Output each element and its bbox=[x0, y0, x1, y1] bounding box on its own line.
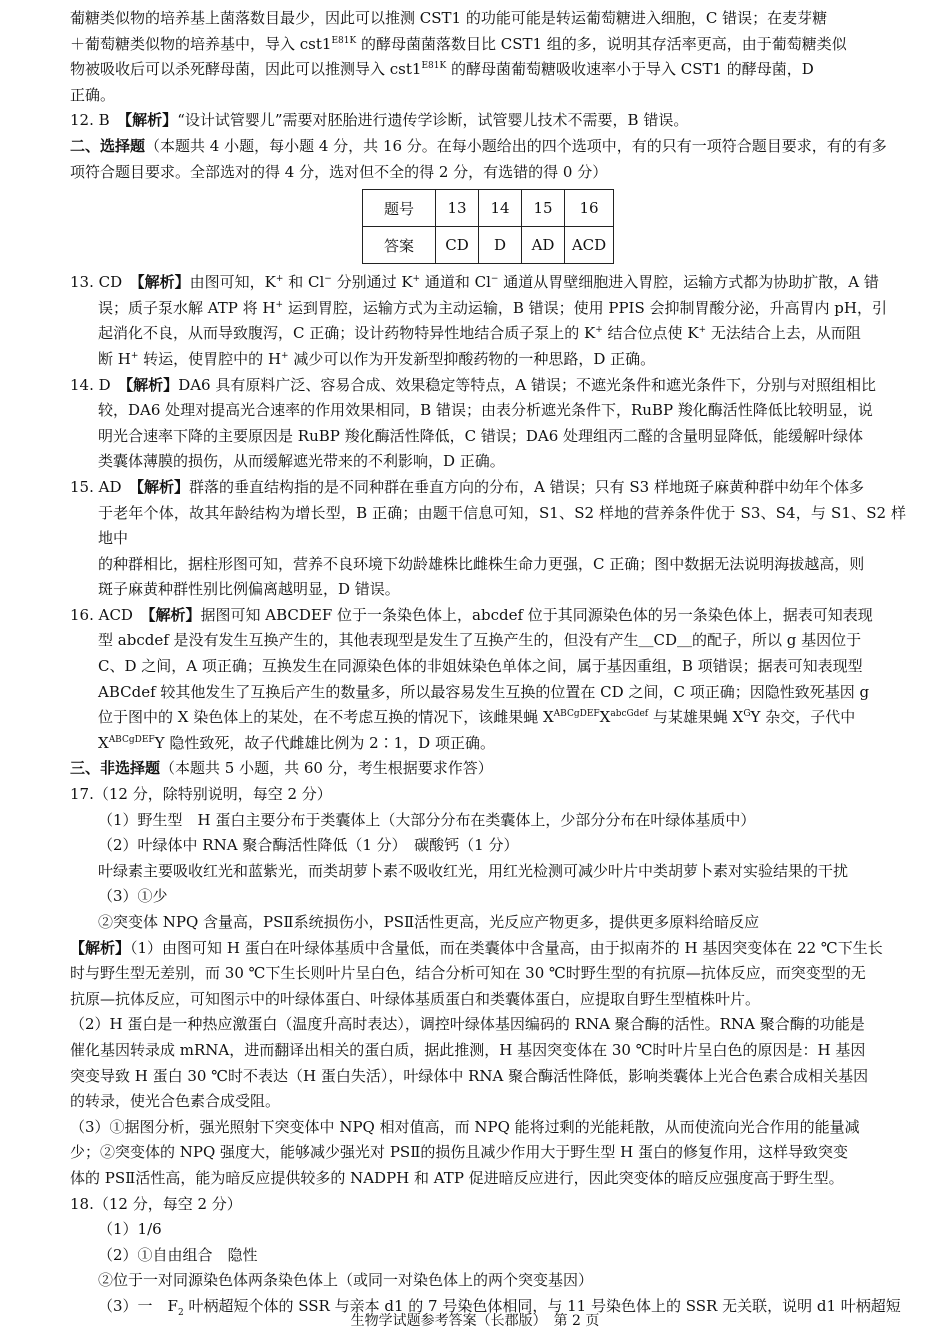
text-span: 据图可知 ABCDEF 位于一条染色体上，abcdef 位于其同源染色体的另一条染色体上，据表可知表现 bbox=[200, 605, 873, 624]
text-line: 物被吸收后可以杀死酵母菌，因此可以推测导入 cst1 bbox=[70, 60, 422, 79]
text-span: 转运，使胃腔中的 H bbox=[138, 349, 282, 368]
q14 bbox=[70, 373, 906, 475]
text-span: 叶柄超短个体的 SSR 与亲本 d1 的 7 号染色体相同，与 11 号染色体上的 SSR 无关联，说明 d1 叶柄超短 bbox=[183, 1296, 901, 1315]
text-line: 类囊体薄膜的损伤，从而缓解遮光带来的不利影响，D 正确。 bbox=[98, 452, 505, 471]
question-answer: 13. CD bbox=[70, 273, 123, 292]
superscript: + bbox=[412, 274, 421, 285]
text-span: 由图可知，K bbox=[189, 273, 276, 292]
answer-page bbox=[70, 6, 906, 1320]
text-line: 葡糖类似物的培养基上菌落数目最少，因此可以推测 CST1 的功能可能是转运葡萄糖进入细胞，C 错误；在麦芽糖 bbox=[70, 9, 828, 27]
analysis-tag: 【解析】 bbox=[147, 605, 201, 624]
superscript: + bbox=[281, 350, 289, 361]
text-span: X bbox=[98, 733, 109, 752]
question-head: 18.（12 分，每空 2 分） bbox=[70, 1194, 242, 1213]
text-span: （1）由图可知 H 蛋白在叶绿体基质中含量低，而在类囊体中含量高，由于拟南芥的 H 基因突变体在 22 ℃下生长 bbox=[130, 938, 883, 957]
text-span: 和 Cl bbox=[283, 273, 325, 292]
text-line: 较，DA6 处理对提高光合速率的作用效果相同，B 错误；由表分析遮光条件下，RuBP 羧化酶活性降低比较明显，说 bbox=[98, 401, 873, 420]
text-span: DA6 具有原料广泛、容易合成、效果稳定等特点，A 错误；不遮光条件和遮光条件下，分别与对照组相比 bbox=[178, 375, 876, 394]
table-cell: AD bbox=[522, 227, 565, 264]
text-span: 运到胃腔，运输方式为主动运输，B 错误；使用 PPIS 会抑制胃酸分泌，升高胃内 pH，引 bbox=[283, 298, 887, 317]
table-row bbox=[363, 227, 614, 264]
superscript: E81K bbox=[331, 35, 357, 46]
superscript: abcGdef bbox=[610, 709, 649, 720]
superscript: + bbox=[275, 299, 284, 310]
analysis-tag: 【解析】 bbox=[136, 477, 190, 496]
text-line: ABCdef 较其他发生了互换后产生的数量多，所以最容易发生互换的位置在 CD 之间，C 项正确；因隐性致死基因 g bbox=[98, 682, 870, 701]
text-span: 位于图中的 X 染色体上的某处，在不考虑互换的情况下，该雌果蝇 X bbox=[98, 708, 554, 727]
q15 bbox=[70, 475, 906, 603]
text-span: Y 杂交，子代中 bbox=[750, 708, 856, 727]
analysis-tag: 【解析】 bbox=[70, 938, 131, 957]
question-answer: 16. ACD bbox=[70, 605, 133, 624]
superscript: ABCgDEF bbox=[553, 709, 600, 720]
text-span: 起消化不良，从而导致腹泻，C 正确；设计药物特异性地结合质子泵上的 K bbox=[98, 324, 596, 343]
text-line: 催化基因转录成 mRNA，进而翻译出相关的蛋白质，据此推测，H 基因突变体在 30 ℃时叶片呈白色的原因是：H 基因 bbox=[70, 1040, 866, 1059]
superscript: E81K bbox=[421, 61, 447, 72]
text-span: 分别通过 K bbox=[331, 273, 413, 292]
section-title: 二、选择题 bbox=[70, 136, 146, 155]
answer-table bbox=[362, 189, 614, 264]
q12 bbox=[70, 108, 906, 134]
superscript: + bbox=[595, 325, 603, 336]
answer-line: （2）①自由组合 隐性 bbox=[98, 1245, 258, 1264]
text-line: 的酵母菌葡萄糖吸收速率小于导入 CST1 的酵母菌，D bbox=[446, 60, 814, 79]
table-cell: CD bbox=[436, 227, 479, 264]
text-span: 结合位点使 K bbox=[602, 324, 699, 343]
text-line: 突变导致 H 蛋白 30 ℃时不表达（H 蛋白失活），叶绿体中 RNA 聚合酶活性降低，影响类囊体上光合色素合成相关基因 bbox=[70, 1066, 869, 1085]
q11-continued bbox=[70, 6, 906, 108]
table-header-cell: 题号 bbox=[363, 190, 436, 227]
text-span: 无法结合上去，从而阻 bbox=[706, 324, 861, 343]
superscript: + bbox=[130, 350, 139, 361]
subscript: 2 bbox=[177, 1307, 184, 1318]
table-cell: 16 bbox=[565, 190, 614, 227]
text-span: X bbox=[599, 708, 611, 727]
table-header-cell: 答案 bbox=[363, 227, 436, 264]
text-line: 少；②突变体的 NPQ 强度大，能够减少强光对 PSⅡ的损伤且减少作用大于野生型 H 蛋白的修复作用，这样导致突变 bbox=[70, 1143, 849, 1162]
answer-line: ②突变体 NPQ 含量高，PSⅡ系统损伤小，PSⅡ活性更高，光反应产物更多，提供更多原料给暗反应 bbox=[98, 913, 760, 931]
text-span: 通道从胃壁细胞进入胃腔，运输方式都为协助扩散，A 错 bbox=[498, 273, 879, 292]
table-cell: 13 bbox=[436, 190, 479, 227]
text-span: 误；质子泵水解 ATP 将 H bbox=[98, 298, 276, 317]
text-line: （本题共 4 小题，每小题 4 分，共 16 分。在每小题给出的四个选项中，有的只有一项符合题目要求，有的有多 bbox=[145, 136, 887, 155]
text-span: 断 H bbox=[98, 349, 131, 368]
answer-line: （3）①少 bbox=[98, 887, 168, 906]
text-line: 的酵母菌菌落数目比 CST1 组的多，说明其存活率更高，由于葡萄糖类似 bbox=[356, 34, 847, 53]
question-answer: 15. AD bbox=[70, 477, 122, 496]
text-line: （3）①据图分析，强光照射下突变体中 NPQ 相对值高，而 NPQ 能将过剩的光能耗散，从而使流向光合作用的能量减 bbox=[70, 1117, 860, 1136]
text-line: “设计试管婴儿”需要对胚胎进行遗传学诊断，试管婴儿技术不需要，B 错误。 bbox=[177, 111, 689, 130]
answer-line: （1）野生型 H 蛋白主要分布于类囊体上（大部分分布在类囊体上，少部分分布在叶绿体基质中） bbox=[98, 810, 756, 829]
text-line: 于老年个体，故其年龄结构为增长型，B 正确；由题干信息可知，S1、S2 样地的营养条件优于 S3、S4，与 S1、S2 样地中 bbox=[98, 503, 906, 548]
text-span: 与某雄果蝇 X bbox=[648, 708, 744, 727]
text-line: （本题共 5 小题，共 60 分，考生根据要求作答） bbox=[160, 759, 493, 778]
question-answer: 14. D bbox=[70, 375, 111, 394]
analysis-tag: 【解析】 bbox=[137, 273, 190, 292]
section-3 bbox=[70, 756, 906, 782]
question-answer: 12. B bbox=[70, 111, 110, 130]
table-cell: 14 bbox=[479, 190, 522, 227]
text-line: 的种群相比，据柱形图可知，营养不良环境下幼龄雄株比雌株生命力更强，C 正确；图中数据无法说明海拔越高，则 bbox=[98, 554, 865, 573]
superscript: − bbox=[490, 274, 499, 285]
q17 bbox=[70, 782, 906, 1192]
text-span: 通道和 Cl bbox=[420, 273, 491, 292]
table-row bbox=[363, 190, 614, 227]
text-line: 项符合题目要求。全部选对的得 4 分，选对但不全的得 2 分，有选错的得 0 分） bbox=[70, 162, 608, 181]
superscript: − bbox=[324, 274, 332, 285]
superscript: + bbox=[275, 274, 284, 285]
analysis-tag: 【解析】 bbox=[125, 375, 179, 394]
table-cell: ACD bbox=[565, 227, 614, 264]
text-line: 体的 PSⅡ活性高，能为暗反应提供较多的 NADPH 和 ATP 促进暗反应进行，因此突变体的暗反应强度高于野生型。 bbox=[70, 1168, 844, 1187]
answer-line: ②位于一对同源染色体两条染色体上（或同一对染色体上的两个突变基因） bbox=[98, 1271, 594, 1290]
text-span: （3）一 F bbox=[98, 1296, 178, 1315]
text-line: 的转录，使光合色素合成受阻。 bbox=[70, 1092, 281, 1111]
answer-line: 叶绿素主要吸收红光和蓝紫光，而类胡萝卜素不吸收红光，用红光检测可减少叶片中类胡萝卜素对实验结果的干扰 bbox=[98, 861, 849, 880]
text-line: （2）H 蛋白是一种热应激蛋白（温度升高时表达），调控叶绿体基因编码的 RNA 聚合酶的活性。RNA 聚合酶的功能是 bbox=[70, 1015, 865, 1034]
text-span: 减少可以作为开发新型抑酸药物的一种思路，D 正确。 bbox=[288, 349, 656, 368]
text-line: C、D 之间，A 项正确；互换发生在同源染色体的非姐妹染色单体之间，属于基因重组，B 项错误；据表可知表现型 bbox=[98, 657, 863, 676]
superscript: + bbox=[698, 325, 707, 336]
section-2 bbox=[70, 134, 906, 185]
superscript: ABCgDEF bbox=[108, 734, 155, 745]
text-span: 群落的垂直结构指的是不同种群在垂直方向的分布，A 错误；只有 S3 样地斑子麻黄种群中幼年个体多 bbox=[189, 477, 864, 496]
answer-line: （1）1/6 bbox=[98, 1220, 162, 1239]
analysis-tag: 【解析】 bbox=[124, 111, 178, 130]
section-title: 三、非选择题 bbox=[70, 759, 161, 778]
text-line: 时与野生型无差别，而 30 ℃下生长则叶片呈白色，结合分析可知在 30 ℃时野生型的有抗原—抗体反应，而突变型的无 bbox=[70, 964, 866, 983]
text-line: ＋葡萄糖类似物的培养基中，导入 cst1 bbox=[70, 34, 332, 53]
q16 bbox=[70, 603, 906, 757]
page-footer: 生物学试题参考答案（长郡版） 第 2 页 bbox=[350, 1313, 600, 1329]
text-line: 抗原—抗体反应，可知图示中的叶绿体蛋白、叶绿体基质蛋白和类囊体蛋白，应提取自野生型植株叶片。 bbox=[70, 989, 761, 1008]
q13 bbox=[70, 270, 906, 372]
answer-table-wrap bbox=[70, 189, 906, 264]
q18 bbox=[70, 1192, 906, 1320]
superscript: G bbox=[743, 709, 751, 720]
table-cell: 15 bbox=[522, 190, 565, 227]
table-cell: D bbox=[479, 227, 522, 264]
text-line: 明光合速率下降的主要原因是 RuBP 羧化酶活性降低，C 错误；DA6 处理组丙二醛的含量明显降低，能缓解叶绿体 bbox=[98, 426, 864, 445]
text-line: 正确。 bbox=[70, 85, 116, 104]
text-line: 型 abcdef 是没有发生互换产生的，其他表现型是发生了互换产生的，但没有产生＿CD＿的配子，所以 g 基因位于 bbox=[98, 631, 862, 650]
answer-line: （2）叶绿体中 RNA 聚合酶活性降低（1 分） 碳酸钙（1 分） bbox=[98, 836, 519, 855]
question-head: 17.（12 分，除特别说明，每空 2 分） bbox=[70, 785, 332, 804]
text-span: Y 隐性致死，故子代雌雄比例为 2∶1，D 项正确。 bbox=[154, 733, 495, 752]
text-line: 斑子麻黄种群性别比例偏离越明显，D 错误。 bbox=[98, 580, 400, 599]
